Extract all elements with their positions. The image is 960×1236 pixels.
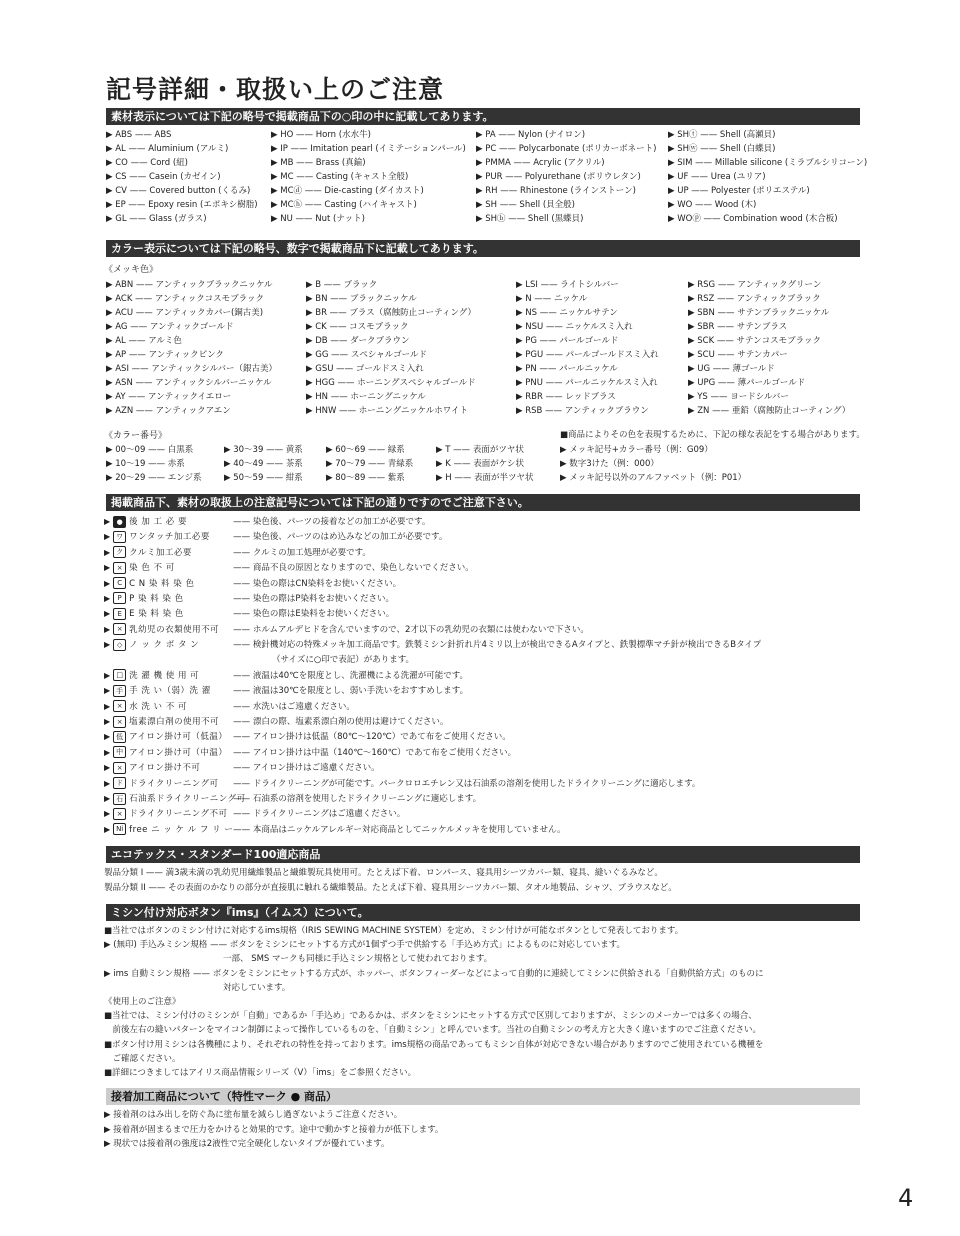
table-row	[104, 745, 858, 760]
symbol-label: P 染 料 染 色	[129, 593, 184, 604]
table-row	[104, 714, 858, 729]
column	[476, 128, 657, 226]
symbol-description: —— 本商品はニッケルアレルギー対応商品としてニッケルメッキを使用していません。	[233, 824, 566, 835]
table-row	[104, 791, 858, 806]
bullet-icon: ▶	[104, 686, 111, 696]
list-item: ▶ 20〜29 —— エンジ系	[106, 473, 202, 483]
column	[436, 443, 534, 485]
list-item: ▶ PMMA —— Acrylic (アクリル)	[476, 158, 605, 168]
bullet-icon: ▶	[104, 809, 111, 819]
column	[516, 278, 659, 418]
table-row	[104, 668, 858, 683]
list-item: ▶ CS —— Casein (カゼイン)	[106, 172, 221, 182]
colors-header: カラー表示については下記の略号、数字で掲載商品下に記載してあります。	[106, 240, 860, 257]
handling-symbol-list	[104, 514, 858, 840]
list-item: ▶ HNW —— ホーニングニッケルホワイト	[306, 406, 468, 416]
text-line: ▶ 接着剤が固まるまで圧力をかけると効果的です。途中で動かすと接着力が低下します。	[104, 1124, 444, 1135]
care-symbol-icon: ×	[113, 623, 126, 635]
bullet-icon: ▶	[104, 532, 111, 542]
symbol-label: 手 洗 い（弱）洗 濯	[129, 686, 211, 697]
symbol-label: アイロン掛け可（中温）	[129, 747, 228, 758]
symbol-description: —— 石油系の溶剤を使用したドライクリーニングに適応します。	[233, 794, 482, 805]
list-item: ▶ GSU —— ゴールドスミ入れ	[306, 364, 424, 374]
list-item: ▶ CK —— コスモブラック	[306, 322, 409, 332]
page-title: 記号詳細・取扱い上のご注意	[106, 75, 445, 104]
symbol-description: —— 水洗いはご遠慮ください。	[233, 701, 355, 712]
list-item: ▶ ABS —— ABS	[106, 130, 172, 140]
list-item: ▶ HGG —— ホーニングスペシャルゴールド	[306, 378, 476, 388]
list-item: ▶ PG —— パールゴールド	[516, 336, 619, 346]
list-item: ▶ UPG —— 薄パールゴールド	[688, 378, 806, 388]
list-item: ▶ HN —— ホーニングニッケル	[306, 392, 426, 402]
text-line: 製品分類 I —— 満3歳未満の乳幼児用繊維製品と繊維製玩具使用可。たとえば下着、ロンパース、寝具用シーツカバー類、寝具、縫いぐるみなど。	[104, 868, 663, 878]
symbol-label: ドライクリーニング可	[129, 778, 219, 789]
column	[224, 443, 303, 485]
table-row	[104, 729, 858, 744]
column	[106, 443, 202, 485]
care-symbol-icon: 石	[113, 793, 126, 805]
table-row	[104, 560, 858, 575]
list-item: ▶ 80〜89 —— 紫系	[326, 473, 405, 483]
care-symbol-icon: ×	[113, 762, 126, 774]
text-line: ご確認ください。	[104, 1053, 181, 1064]
bullet-icon: ▶	[104, 794, 111, 804]
list-item: ▶ ABN —— アンティックブラックニッケル	[106, 280, 273, 290]
text-line: 《使用上のご注意》	[104, 996, 181, 1007]
table-row	[104, 760, 858, 775]
bullet-icon: ▶	[104, 640, 111, 650]
list-item: ▶ 70〜79 —— 青緑系	[326, 459, 414, 469]
bullet-icon: ▶	[104, 547, 111, 557]
list-item: ▶ ACK —— アンティックコスモブラック	[106, 294, 264, 304]
symbol-description: —— 染色の際はCN染料をお使いください。	[233, 578, 402, 589]
list-item: ▶ RBR —— レッドブラス	[516, 392, 616, 402]
list-item: ▶ 数字3けた（例：000）	[560, 459, 659, 469]
list-item: ▶ AP —— アンティックピンク	[106, 350, 224, 360]
text-line: ■ボタン付け用ミシンは各機種により、それぞれの特性を持っております。ims規格の商品であってもミシン自体が対応できない場合がありますのでご使用されている機種を	[104, 1039, 764, 1050]
list-item: ▶ UP —— Polyester (ポリエステル)	[668, 186, 810, 196]
symbol-description: —— 染色後、パーツの接着などの加工が必要です。	[233, 517, 431, 527]
list-item: ▶ UF —— Urea (ユリア)	[668, 172, 766, 182]
symbol-label: アイロン掛け可（低温）	[129, 732, 228, 743]
list-item: ▶ SH —— Shell (貝全般)	[476, 200, 575, 210]
list-item: ▶ 00〜09 —— 白黒系	[106, 445, 194, 455]
list-item: ▶ RSG —— アンティックグリーン	[688, 280, 822, 290]
symbol-description: —— 染色の際はP染料をお使いください。	[233, 593, 394, 604]
oekotex-list	[104, 866, 858, 896]
list-item: ▶ MCⓓ —— Die-casting (ダイカスト)	[271, 186, 424, 196]
list-item: ▶ NSU —— ニッケルスミ入れ	[516, 322, 633, 332]
care-symbol-icon: 中	[113, 746, 126, 758]
adhesive-header: 接着加工商品について（特性マーク ● 商品）	[106, 1088, 860, 1105]
text-line: 対応しています。	[104, 982, 291, 993]
list-item: ▶ メッキ記号以外のアルファベット（例：P01）	[560, 473, 747, 483]
handling-header: 掲載商品下、素材の取扱上の注意記号については下記の通りですのでご注意下さい。	[106, 494, 860, 511]
symbol-description: —— 商品不良の原因となりますので、染色しないでください。	[233, 563, 474, 574]
list-item: ▶ H —— 表面が半ツヤ状	[436, 473, 534, 483]
plating-colors-list	[106, 278, 860, 420]
adhesive-notes	[104, 1108, 858, 1153]
symbol-label: free ニ ッ ケ ル フ リ ー	[129, 824, 234, 835]
table-row	[104, 591, 858, 606]
list-item: ▶ SHⓦ —— Shell (白蝶貝)	[668, 144, 776, 154]
materials-header: 素材表示については下記の略号で掲載商品下の○印の中に記載してあります。	[106, 108, 860, 125]
list-item: ▶ PGU —— パールゴールドスミ入れ	[516, 350, 659, 360]
text-line: ▶ ims 自動ミシン規格 —— ボタンをミシンにセットする方式が、ホッパー、ボタンフィーダーなどによって自動的に連続してミシンに供給される「自動供給方式」のものに	[104, 968, 764, 979]
list-item: ▶ PUR —— Polyurethane (ポリウレタン)	[476, 172, 641, 182]
text-line: ■当社では、ミシン付けのミシンが「自動」であるか「手込め」であるかは、ボタンをミシンにセットする方式で区別しておりますが、ミシンのメーカーでは多くの場合、	[104, 1011, 757, 1022]
list-item: ▶ MB —— Brass (真鍮)	[271, 158, 366, 168]
care-symbol-icon: ×	[113, 562, 126, 574]
list-item: ▶ B —— ブラック	[306, 280, 378, 290]
text-line: 製品分類 II —— その表面のかなりの部分が直接肌に触れる繊維製品。たとえば下着、寝具用シーツカバー類、タオル地製品、シャツ、ブラウスなど。	[104, 883, 677, 893]
bullet-icon: ▶	[104, 701, 111, 711]
bullet-icon: ▶	[104, 732, 111, 742]
ims-header: ミシン付け対応ボタン『ims』（イムス）について。	[106, 904, 860, 921]
symbol-label: E 染 料 染 色	[129, 609, 184, 620]
symbol-description: —— アイロン掛けは低温（80℃〜120℃）であて布をご使用ください。	[233, 732, 511, 743]
table-row	[104, 699, 858, 714]
ims-text	[104, 924, 858, 1084]
bullet-icon: ▶	[104, 824, 111, 834]
list-item: ▶ RH —— Rhinestone (ラインストーン)	[476, 186, 636, 196]
list-item: ▶ BR —— ブラス（腐蝕防止コーティング）	[306, 308, 477, 318]
list-item: ▶ UG —— 薄ゴールド	[688, 364, 775, 374]
list-item: ▶ HO —— Horn (水水牛)	[271, 130, 371, 140]
symbol-label: ドライクリーニング不可	[129, 809, 228, 820]
table-row	[104, 514, 858, 529]
list-item: ▶ SHⓑ —— Shell (黒蝶貝)	[476, 214, 584, 224]
list-item: ▶ SHⓣ —— Shell (高瀬貝)	[668, 130, 776, 140]
column	[271, 128, 466, 226]
oekotex-header: エコテックス・スタンダード100適応商品	[106, 846, 860, 863]
symbol-label: 染 色 不 可	[129, 563, 175, 574]
plating-label: 《メッキ色》	[104, 265, 159, 275]
list-item: ▶ IP —— Imitation pearl (イミテーションパール)	[271, 144, 466, 154]
table-row	[104, 606, 858, 621]
list-item: ▶ RSZ —— アンティックブラック	[688, 294, 821, 304]
list-item: ▶ SCU —— サテンカパー	[688, 350, 788, 360]
list-item: ▶ CV —— Covered button (くるみ)	[106, 186, 251, 196]
list-item: ▶ SIM —— Millable silicone (ミラブルシリコーン)	[668, 158, 868, 168]
list-item: ▶ T —— 表面がツヤ状	[436, 445, 524, 455]
symbol-label: ワンタッチ加工必要	[129, 532, 210, 543]
column	[688, 278, 850, 418]
table-row	[104, 822, 858, 837]
list-item: ▶ CO —— Cord (紐)	[106, 158, 188, 168]
symbol-label: 石油系ドライクリーニング可	[129, 794, 246, 805]
list-item: ▶ PN —— パールニッケル	[516, 364, 618, 374]
list-item: ▶ 30〜39 —— 黄系	[224, 445, 303, 455]
bullet-icon: ▶	[104, 717, 111, 727]
bullet-icon: ▶	[104, 563, 111, 573]
symbol-label: アイロン掛け不可	[129, 763, 201, 774]
symbol-description: —— 検針機対応の特殊メッキ加工商品です。鉄製ミシン針折れ片4ミリ以上が検出できるAタイプと、鉄製標準マチ針が検出できるBタイプ	[233, 640, 762, 651]
bullet-icon: ▶	[104, 609, 111, 619]
care-symbol-icon: C	[113, 577, 126, 589]
list-item: ▶ SCK —— サテンコスモブラック	[688, 336, 821, 346]
list-item: ▶ MC —— Casting (キャスト全般)	[271, 172, 409, 182]
symbol-description: —— 染色後、パーツのはめ込みなどの加工が必要です。	[233, 532, 448, 543]
list-item: ▶ PC —— Polycarbonate (ポリカーボネート)	[476, 144, 657, 154]
column	[106, 278, 277, 418]
bullet-icon: ▶	[104, 763, 111, 773]
text-line: 前後左右の縫いパターンをマイコン制御によって操作しているものを、「自動ミシン」と呼んでいます。当社の自動ミシンの考え方と大きく違いますのでご注意ください。	[104, 1025, 761, 1036]
text-line: ▶ 現状では接着剤の強度は2液性で完全硬化しないタイプが優れています。	[104, 1139, 390, 1149]
table-row	[104, 545, 858, 560]
list-item: ▶ AG —— アンティックゴールド	[106, 322, 234, 332]
column	[106, 128, 258, 226]
table-row	[104, 529, 858, 544]
text-line: ■当社ではボタンのミシン付けに対応するims規格（IRIS SEWING MACHINE SYSTEM）を定め、ミシン付けが可能なボタンとして発表しております。	[104, 926, 684, 936]
bullet-icon: ▶	[104, 593, 111, 603]
list-item: ▶ AY —— アンティックイエロー	[106, 392, 232, 402]
list-item: ▶ MCⓗ —— Casting (ハイキャスト)	[271, 200, 417, 210]
symbol-description: —— 液温は40℃を限度とし、洗濯機による洗濯が可能です。	[233, 670, 469, 681]
bullet-icon: ▶	[104, 578, 111, 588]
list-item: ▶ DB —— ダークブラウン	[306, 336, 410, 346]
list-item: ▶ RSB —— アンティックブラウン	[516, 406, 649, 416]
list-item: ▶ AZN —— アンティックアエン	[106, 406, 231, 416]
list-item: ▶ LSI —— ライトシルバー	[516, 280, 619, 290]
symbol-description: —— クルミの加工処理が必要です。	[233, 547, 371, 558]
list-item: ▶ メッキ記号+カラー番号（例：G09）	[560, 445, 713, 455]
table-row	[104, 576, 858, 591]
symbol-label: 水 洗 い 不 可	[129, 701, 187, 712]
list-item: ▶ SBR —— サテンブラス	[688, 322, 788, 332]
symbol-description: —— 染色の際はE染料をお使いください。	[233, 609, 395, 620]
symbol-description: —— 液温は30℃を限度とし、弱い手洗いをおすすめします。	[233, 686, 469, 697]
materials-list	[106, 128, 868, 228]
list-item: ▶ N —— ニッケル	[516, 294, 588, 304]
list-item: ▶ WO —— Wood (木)	[668, 200, 757, 210]
bullet-icon: ▶	[104, 670, 111, 680]
symbol-label: ノ ッ ク ボ タ ン	[129, 640, 200, 651]
symbol-label: 後 加 工 必 要	[129, 517, 187, 527]
list-item: ▶ BN —— ブラックニッケル	[306, 294, 417, 304]
column	[306, 278, 476, 418]
care-symbol-icon: E	[113, 608, 126, 620]
care-symbol-icon: Ni	[113, 823, 126, 835]
list-item: ▶ NS —— ニッケルサテン	[516, 308, 618, 318]
symbol-description: —— ドライクリーニングはご遠慮ください。	[233, 809, 406, 820]
list-item: ▶ ACU —— アンティックカパー(銅古美)	[106, 308, 264, 318]
care-symbol-icon: ●	[113, 516, 126, 528]
care-symbol-icon: ク	[113, 546, 126, 558]
text-line: ▶ (無印) 手込みミシン規格 —— ボタンをミシンにセットする方式が1個ずつ手で供給する「手込め方式」によるものに対応しています。	[104, 940, 626, 951]
care-symbol-icon: ×	[113, 700, 126, 712]
list-item: ▶ NU —— Nut (ナット)	[271, 214, 365, 224]
list-item: ▶ K —— 表面がケシ状	[436, 459, 525, 469]
notation-notes	[560, 443, 860, 487]
list-item: ▶ GL —— Glass (ガラス)	[106, 214, 207, 224]
table-row	[104, 653, 858, 668]
bullet-icon: ▶	[104, 517, 111, 526]
care-symbol-icon: 低	[113, 731, 126, 743]
list-item: ▶ WOⓟ —— Combination wood (木合板)	[668, 214, 838, 224]
symbol-label: クルミ加工必要	[129, 547, 192, 558]
symbol-description: —— 漂白の際、塩素系漂白剤の使用は避けてください。	[233, 717, 449, 728]
care-symbol-icon: ×	[113, 808, 126, 820]
page-number: 4	[898, 1184, 914, 1212]
list-item: ▶ YS —— ヨードシルバー	[688, 392, 789, 402]
color-number-label: 《カラー番号》	[104, 431, 168, 441]
symbol-label: 塩素漂白剤の使用不可	[129, 717, 220, 728]
text-line: 一部、 SMS マークも同様に手込ミシン規格として使われております。	[104, 954, 493, 965]
list-item: ▶ ASN —— アンティックシルバーニッケル	[106, 378, 272, 388]
care-symbol-icon: ◇	[113, 639, 126, 651]
symbol-label: 洗 濯 機 使 用 可	[129, 670, 200, 681]
text-line: ▶ 接着剤のはみ出しを防ぐ為に塗布量を減らし過ぎないようご注意ください。	[104, 1110, 403, 1120]
list-item: ▶ AL —— アルミ色	[106, 336, 182, 346]
list-item: ▶ 50〜59 —— 紺系	[224, 473, 303, 483]
list-item: ▶ GG —— スペシャルゴールド	[306, 350, 427, 360]
list-item: ▶ AL —— Aluminium (アルミ)	[106, 144, 229, 154]
list-item: ▶ 60〜69 —— 緑系	[326, 445, 405, 455]
care-symbol-icon: P	[113, 592, 126, 604]
list-item: ▶ 40〜49 —— 茶系	[224, 459, 303, 469]
symbol-description: （サイズに○印で表記）があります。	[272, 654, 415, 665]
symbol-description: —— ドライクリーニングが可能です。パークロロエチレン又は石油系の溶剤を使用したドライクリーニングに適応します。	[233, 778, 701, 789]
care-symbol-icon: 手	[113, 685, 126, 697]
column	[326, 443, 413, 485]
symbol-description: —— アイロン掛けはご遠慮ください。	[233, 763, 380, 774]
symbol-label: 乳幼児の衣類使用不可	[129, 624, 220, 635]
list-item: ▶ PNU —— パールニッケルスミ入れ	[516, 378, 658, 388]
text-line: ■詳細につきましてはアイリス商品情報シリーズ（V）「ims」をご参照ください。	[104, 1067, 417, 1078]
list-item: ▶ PA —— Nylon (ナイロン)	[476, 130, 586, 140]
table-row	[104, 622, 858, 637]
column	[560, 443, 746, 485]
symbol-description: —— ホルムアルデヒドを含んでいますので、2才以下の乳幼児の衣類には使わないで下さい。	[233, 624, 589, 635]
table-row	[104, 637, 858, 652]
bullet-icon: ▶	[104, 624, 111, 634]
list-item: ▶ EP —— Epoxy resin (エポキシ樹脂)	[106, 200, 258, 210]
table-row	[104, 683, 858, 698]
bullet-icon: ▶	[104, 747, 111, 757]
list-item: ▶ SBN —— サテンブラックニッケル	[688, 308, 830, 318]
list-item: ▶ ASI —— アンティックシルバー（銀古美）	[106, 364, 278, 374]
table-row	[104, 806, 858, 821]
care-symbol-icon: ド	[113, 777, 126, 789]
list-item: ▶ ZN —— 亜鉛（腐蝕防止コーティング）	[688, 406, 851, 416]
care-symbol-icon: ワ	[113, 531, 126, 543]
symbol-label: C N 染 料 染 色	[129, 578, 195, 589]
notation-note-head: ■商品によりその色を表現するために、下記の様な表記をする場合があります。	[560, 430, 865, 440]
care-symbol-icon: ×	[113, 716, 126, 728]
symbol-description: —— アイロン掛けは中温（140℃〜160℃）であて布をご使用ください。	[233, 747, 517, 758]
table-row	[104, 776, 858, 791]
bullet-icon: ▶	[104, 778, 111, 788]
care-symbol-icon: □	[113, 669, 126, 681]
list-item: ▶ 10〜19 —— 赤系	[106, 459, 185, 469]
column	[668, 128, 867, 226]
